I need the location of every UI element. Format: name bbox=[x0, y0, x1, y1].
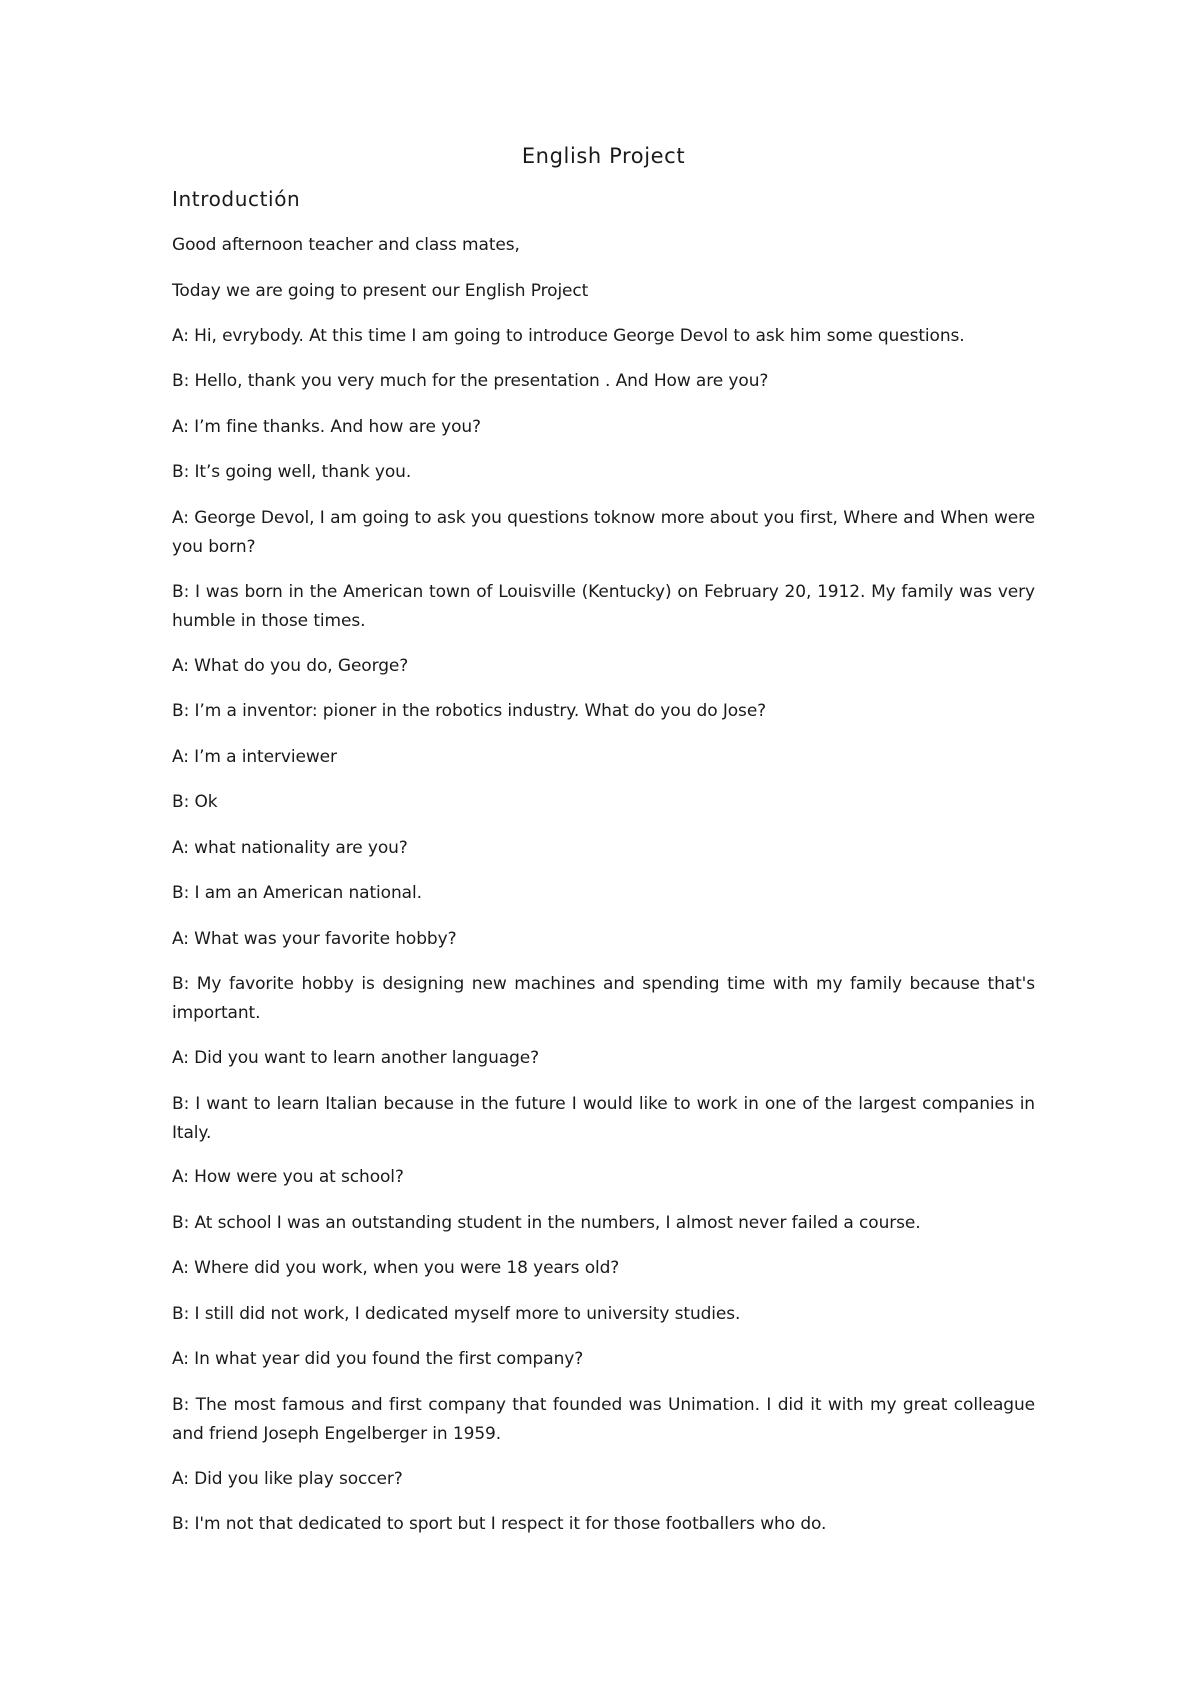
paragraph: B: At school I was an outstanding student in the numbers, I almost never failed a course. bbox=[172, 1213, 921, 1233]
paragraph: A: Where did you work, when you were 18 years old? bbox=[172, 1258, 620, 1278]
paragraph: B: My favorite hobby is designing new machines and spending time with my family because that's important. bbox=[172, 974, 1035, 1023]
paragraph: B: I’m a inventor: pioner in the robotics industry. What do you do Jose? bbox=[172, 701, 767, 721]
paragraph: Good afternoon teacher and class mates, bbox=[172, 235, 520, 255]
paragraph: A: George Devol, I am going to ask you questions toknow more about you first, Where and When were you born? bbox=[172, 508, 1035, 557]
paragraph: B: Hello, thank you very much for the presentation . And How are you? bbox=[172, 371, 769, 391]
document-title: English Project bbox=[521, 144, 686, 168]
paragraph: B: I was born in the American town of Louisville (Kentucky) on February 20, 1912. My family was very humble in those times. bbox=[172, 582, 1035, 631]
section-heading: Introductión bbox=[172, 187, 301, 211]
paragraph: A: What do you do, George? bbox=[172, 656, 409, 676]
paragraph: Today we are going to present our English Project bbox=[172, 281, 589, 301]
paragraph: A: Did you want to learn another language? bbox=[172, 1048, 540, 1068]
paragraph: A: How were you at school? bbox=[172, 1167, 404, 1187]
paragraph: B: The most famous and first company that founded was Unimation. I did it with my great colleague and friend Joseph Engelberger in 1959. bbox=[172, 1395, 1035, 1444]
paragraph: A: What was your favorite hobby? bbox=[172, 929, 457, 949]
paragraph: B: I want to learn Italian because in the future I would like to work in one of the largest companies in Italy. bbox=[172, 1094, 1035, 1143]
paragraph: A: I’m a interviewer bbox=[172, 747, 337, 767]
paragraph: B: I am an American national. bbox=[172, 883, 422, 903]
paragraph: A: I’m fine thanks. And how are you? bbox=[172, 417, 481, 437]
paragraph: A: In what year did you found the first company? bbox=[172, 1349, 584, 1369]
paragraph: B: I'm not that dedicated to sport but I respect it for those footballers who do. bbox=[172, 1514, 827, 1534]
paragraph: A: what nationality are you? bbox=[172, 838, 408, 858]
paragraph: A: Hi, evrybody. At this time I am going to introduce George Devol to ask him some questions. bbox=[172, 326, 965, 346]
paragraph: B: It’s going well, thank you. bbox=[172, 462, 412, 482]
paragraph: B: I still did not work, I dedicated myself more to university studies. bbox=[172, 1304, 741, 1324]
paragraph: A: Did you like play soccer? bbox=[172, 1469, 403, 1489]
paragraph: B: Ok bbox=[172, 792, 218, 812]
